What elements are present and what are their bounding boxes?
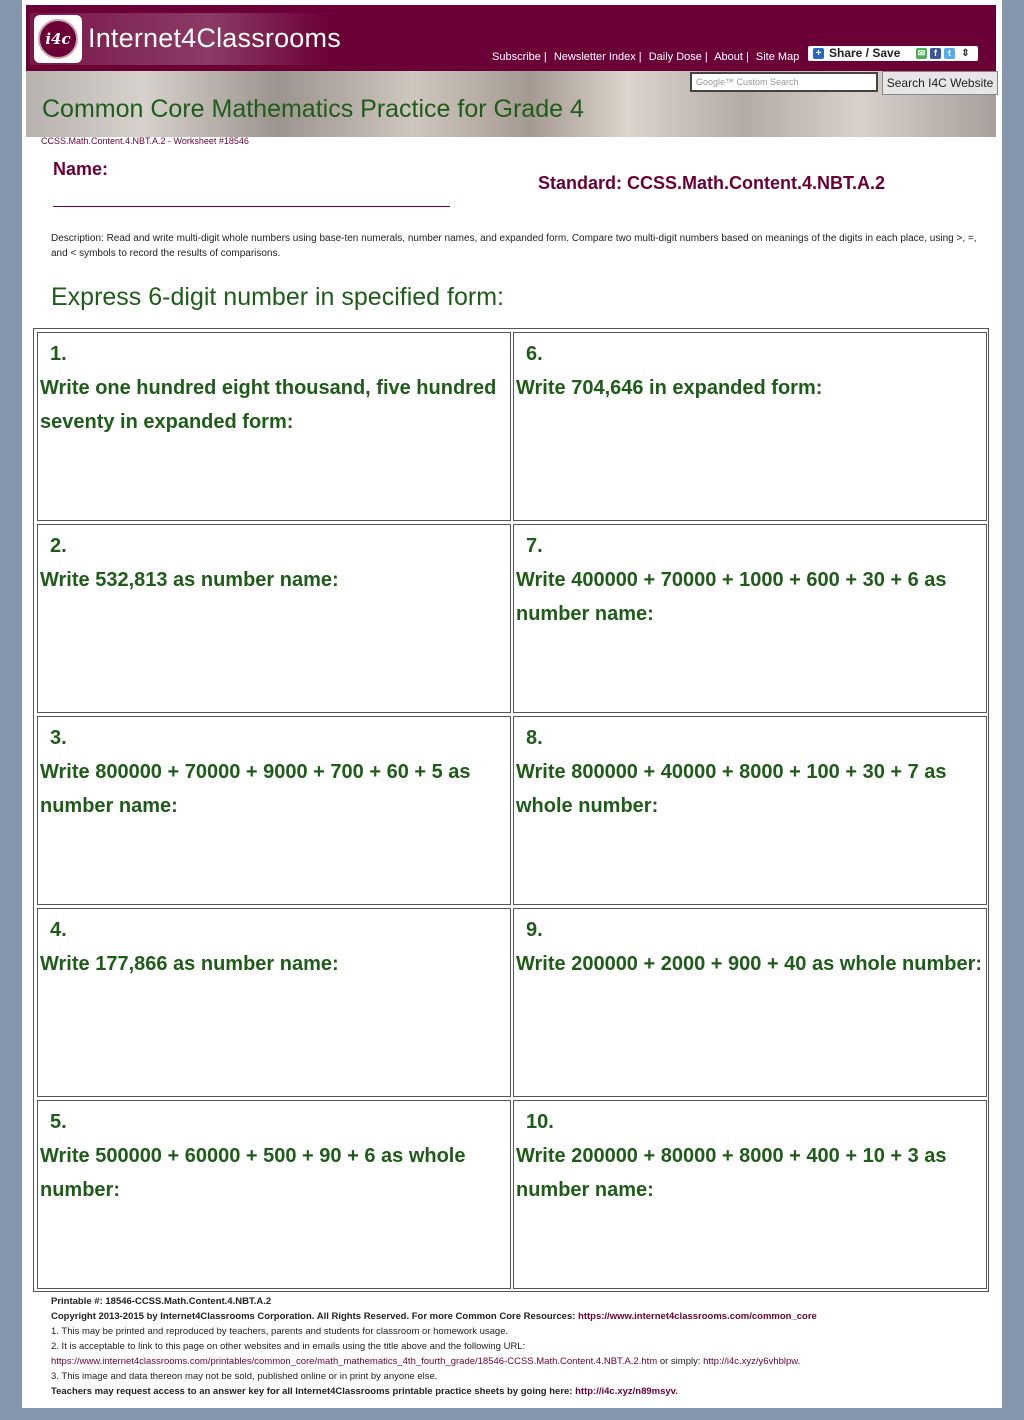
problem-text: Write 800000 + 40000 + 8000 + 100 + 30 + 7 as whole number: bbox=[516, 761, 947, 817]
logo-badge bbox=[34, 15, 82, 63]
problem-number: 9. bbox=[526, 919, 543, 941]
problem-text: Write 500000 + 60000 + 500 + 90 + 6 as whole number: bbox=[40, 1145, 466, 1201]
answer-key-line bbox=[51, 1384, 995, 1399]
printable-number: Printable #: 18546-CCSS.Math.Content.4.NBT.A.2 bbox=[51, 1296, 272, 1307]
usage-note-2-url-line bbox=[51, 1354, 995, 1369]
nav-separator: | bbox=[745, 51, 749, 63]
email-share-icon[interactable]: ✉ bbox=[917, 48, 926, 58]
problem-number: 3. bbox=[50, 727, 67, 749]
problem-cell bbox=[513, 1100, 987, 1289]
problem-cell bbox=[37, 716, 511, 905]
answer-key-text: Teachers may request access to an answer key for all Internet4Classrooms printable practice sheets by going here: bbox=[51, 1386, 573, 1397]
logo-text: Internet4Classrooms bbox=[88, 23, 341, 53]
chevron-updown-icon[interactable]: ⇕ bbox=[961, 48, 970, 59]
problem-cell bbox=[37, 908, 511, 1097]
nav-link-newsletter-index[interactable]: Newsletter Index bbox=[553, 51, 636, 63]
page-footer bbox=[51, 1294, 995, 1399]
nav-link-subscribe[interactable]: Subscribe bbox=[492, 51, 541, 63]
problem-number: 1. bbox=[50, 343, 67, 365]
page-banner bbox=[26, 71, 996, 137]
problem-text: Write 200000 + 2000 + 900 + 40 as whole number: bbox=[516, 953, 983, 975]
facebook-icon[interactable]: f bbox=[930, 48, 941, 59]
search-button[interactable]: Search I4C Website bbox=[882, 71, 998, 95]
page bbox=[22, 0, 1002, 1408]
problem-cell bbox=[37, 524, 511, 713]
i4c-logo-icon: i4c bbox=[38, 19, 78, 59]
problem-number: 7. bbox=[526, 535, 543, 557]
problem-cell bbox=[513, 524, 987, 713]
problem-text: Write 200000 + 80000 + 8000 + 400 + 10 + 3 as number name: bbox=[516, 1145, 947, 1201]
nav-separator: | bbox=[704, 51, 708, 63]
nav-link-site-map[interactable]: Site Map bbox=[755, 51, 800, 63]
or-simply-text: or simply: bbox=[659, 1356, 701, 1367]
problem-text: Write 704,646 in expanded form: bbox=[516, 377, 823, 399]
copyright-line bbox=[51, 1309, 995, 1324]
common-core-link[interactable]: https://www.internet4classrooms.com/common_core bbox=[578, 1311, 817, 1322]
nav-separator: | bbox=[638, 51, 642, 63]
usage-note-1: 1. This may be printed and reproduced by teachers, parents and students for classroom or homework usage. bbox=[51, 1326, 509, 1337]
page-title: Common Core Mathematics Practice for Grade 4 bbox=[42, 95, 584, 123]
twitter-icon[interactable]: t bbox=[944, 48, 955, 59]
copyright-text: Copyright 2013-2015 by Internet4Classrooms Corporation. All Rights Reserved. For more Common Core Resources: bbox=[51, 1311, 576, 1322]
problem-text: Write 400000 + 70000 + 1000 + 600 + 30 + 6 as number name: bbox=[516, 569, 947, 625]
short-url-link[interactable]: http://i4c.xyz/y6vhblpw. bbox=[703, 1356, 801, 1367]
problem-text: Write one hundred eight thousand, five hundred seventy in expanded form: bbox=[40, 377, 497, 433]
problem-number: 5. bbox=[50, 1111, 67, 1133]
problem-number: 8. bbox=[526, 727, 543, 749]
name-underline bbox=[53, 206, 450, 207]
usage-note-3: 3. This image and data thereon may not be sold, published online or in print by anyone else. bbox=[51, 1371, 438, 1382]
top-nav bbox=[492, 51, 799, 63]
problem-grid bbox=[33, 328, 989, 1292]
name-label: Name: bbox=[53, 159, 109, 179]
share-save-button[interactable] bbox=[808, 46, 978, 61]
nav-separator: | bbox=[543, 51, 547, 63]
nav-link-daily-dose[interactable]: Daily Dose bbox=[648, 51, 702, 63]
nav-link-about[interactable]: About bbox=[714, 51, 743, 63]
site-logo[interactable] bbox=[30, 13, 341, 65]
description: Description: Read and write multi-digit whole numbers using base-ten numerals, number names, and expanded form. Compare two multi-digit numbers based on meanings of the digits in each place, using >, =, and < symbols to record the results of comparisons. bbox=[51, 233, 977, 259]
worksheet-url-link[interactable]: https://www.internet4classrooms.com/printables/common_core/math_mathematics_4th_fourth_grade/18546-CCSS.Math.Content.4.NBT.A.2.htm bbox=[51, 1356, 658, 1367]
problem-cell bbox=[513, 332, 987, 521]
problem-cell bbox=[513, 908, 987, 1097]
problem-number: 6. bbox=[526, 343, 543, 365]
problem-text: Write 532,813 as number name: bbox=[40, 569, 339, 591]
standard-label: Standard: CCSS.Math.Content.4.NBT.A.2 bbox=[538, 173, 886, 193]
problem-number: 10. bbox=[526, 1111, 554, 1133]
search-input[interactable]: Google™ Custom Search bbox=[690, 72, 878, 92]
worksheet-id: CCSS.Math.Content.4.NBT.A.2 - Worksheet #18546 bbox=[41, 136, 249, 146]
problem-text: Write 177,866 as number name: bbox=[40, 953, 339, 975]
problem-cell bbox=[37, 332, 511, 521]
share-label: Share / Save bbox=[829, 46, 901, 60]
problem-cell bbox=[37, 1100, 511, 1289]
problem-text: Write 800000 + 70000 + 9000 + 700 + 60 + 5 as number name: bbox=[40, 761, 471, 817]
usage-note-2: 2. It is acceptable to link to this page on other websites and in emails using the title above and the following URL: bbox=[51, 1341, 526, 1352]
share-plus-icon: + bbox=[813, 48, 824, 59]
problem-number: 2. bbox=[50, 535, 67, 557]
site-header bbox=[26, 5, 996, 71]
instruction-heading: Express 6-digit number in specified form: bbox=[51, 283, 504, 311]
problem-number: 4. bbox=[50, 919, 67, 941]
answer-key-link[interactable]: http://i4c.xyz/n89msyv. bbox=[575, 1386, 678, 1397]
problem-cell bbox=[513, 716, 987, 905]
